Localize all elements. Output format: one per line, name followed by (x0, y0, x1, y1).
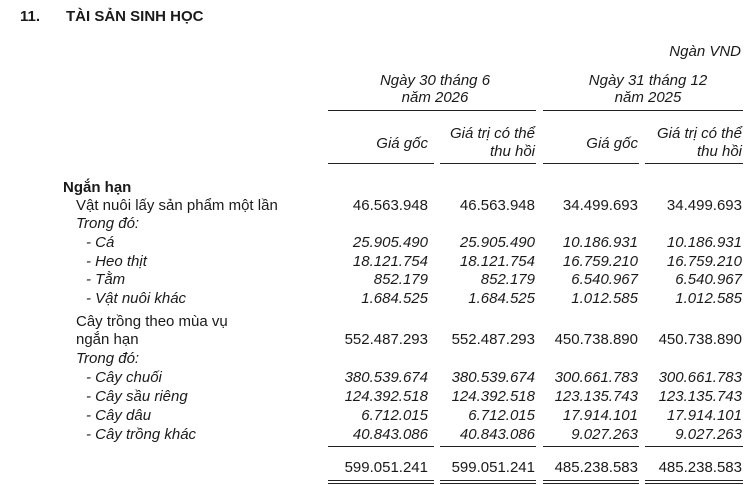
col-2-header-line1: Giá trị có thể (449, 125, 535, 142)
col-2-header-line2: thu hồi (489, 143, 535, 160)
col-2-underline (440, 163, 536, 164)
cell: 16.759.210 (562, 253, 638, 270)
cell: 852.179 (480, 271, 535, 288)
total-rule (645, 446, 743, 447)
double-rule-top (440, 480, 536, 481)
double-rule-top (543, 480, 639, 481)
cell: 6.712.015 (361, 407, 428, 424)
double-rule-top (645, 480, 743, 481)
cell: 450.738.890 (658, 331, 742, 348)
col-4-header-line2: thu hồi (696, 143, 742, 160)
cell: 16.759.210 (666, 253, 742, 270)
cell: 18.121.754 (352, 253, 428, 270)
cell: 17.914.101 (666, 407, 742, 424)
row-label: Trong đó: (76, 350, 140, 367)
cell: 552.487.293 (344, 331, 428, 348)
period-1-underline (328, 110, 536, 111)
cell: 25.905.490 (459, 234, 535, 251)
period-1-line1: Ngày 30 tháng 6 (379, 72, 491, 89)
total-cell: 599.051.241 (451, 459, 535, 476)
row-label: - Cây chuối (86, 369, 162, 386)
cell: 380.539.674 (344, 369, 428, 386)
total-rule (440, 446, 536, 447)
group-label: Ngắn hạn (63, 179, 132, 196)
total-rule (543, 446, 639, 447)
row-label: - Cá (86, 234, 115, 251)
cell: 552.487.293 (451, 331, 535, 348)
cell: 1.012.585 (675, 290, 742, 307)
cell: 6.540.967 (675, 271, 742, 288)
cell: 10.186.931 (666, 234, 742, 251)
cell: 18.121.754 (459, 253, 535, 270)
cell: 25.905.490 (352, 234, 428, 251)
cell: 9.027.263 (571, 426, 638, 443)
cell: 46.563.948 (352, 197, 428, 214)
row-label: ngắn hạn (76, 331, 139, 348)
double-rule-bottom (543, 483, 639, 484)
cell: 123.135.743 (554, 388, 638, 405)
col-3-header: Giá gốc (586, 135, 638, 152)
total-cell: 599.051.241 (344, 459, 428, 476)
row-label: Cây trồng theo mùa vụ (76, 313, 228, 330)
cell: 17.914.101 (562, 407, 638, 424)
cell: 123.135.743 (658, 388, 742, 405)
cell: 34.499.693 (666, 197, 742, 214)
cell: 10.186.931 (562, 234, 638, 251)
section-title: TÀI SẢN SINH HỌC (66, 8, 204, 25)
row-label: - Vật nuôi khác (86, 290, 187, 307)
cell: 1.684.525 (361, 290, 428, 307)
total-cell: 485.238.583 (554, 459, 638, 476)
total-rule (328, 446, 434, 447)
double-rule-top (328, 480, 434, 481)
cell: 852.179 (373, 271, 428, 288)
cell: 300.661.783 (554, 369, 638, 386)
cell: 46.563.948 (459, 197, 535, 214)
cell: 124.392.518 (344, 388, 428, 405)
unit-label: Ngàn VND (669, 43, 741, 60)
row-label: - Cây trồng khác (86, 426, 197, 443)
period-1-line2: năm 2026 (401, 89, 469, 106)
cell: 40.843.086 (459, 426, 535, 443)
cell: 300.661.783 (658, 369, 742, 386)
cell: 40.843.086 (352, 426, 428, 443)
col-1-underline (328, 163, 434, 164)
row-label: - Heo thịt (86, 253, 147, 270)
period-2-line1: Ngày 31 tháng 12 (588, 72, 708, 89)
double-rule-bottom (440, 483, 536, 484)
cell: 1.012.585 (571, 290, 638, 307)
period-2-line2: năm 2025 (614, 89, 682, 106)
double-rule-bottom (645, 483, 743, 484)
cell: 9.027.263 (675, 426, 742, 443)
total-cell: 485.238.583 (658, 459, 742, 476)
cell: 450.738.890 (554, 331, 638, 348)
period-2-underline (543, 110, 743, 111)
cell: 6.540.967 (571, 271, 638, 288)
cell: 1.684.525 (468, 290, 535, 307)
cell: 124.392.518 (451, 388, 535, 405)
row-label: Vật nuôi lấy sản phẩm một lần (76, 197, 278, 214)
col-4-underline (645, 163, 743, 164)
row-label: - Tằm (86, 271, 126, 288)
row-label: - Cây dâu (86, 407, 152, 424)
col-1-header: Giá gốc (376, 135, 428, 152)
row-label: Trong đó: (76, 215, 140, 232)
double-rule-bottom (328, 483, 434, 484)
row-label: - Cây sầu riêng (86, 388, 188, 405)
col-3-underline (543, 163, 639, 164)
section-number: 11. (20, 8, 41, 25)
col-4-header-line1: Giá trị có thể (656, 125, 742, 142)
cell: 34.499.693 (562, 197, 638, 214)
cell: 380.539.674 (451, 369, 535, 386)
cell: 6.712.015 (468, 407, 535, 424)
